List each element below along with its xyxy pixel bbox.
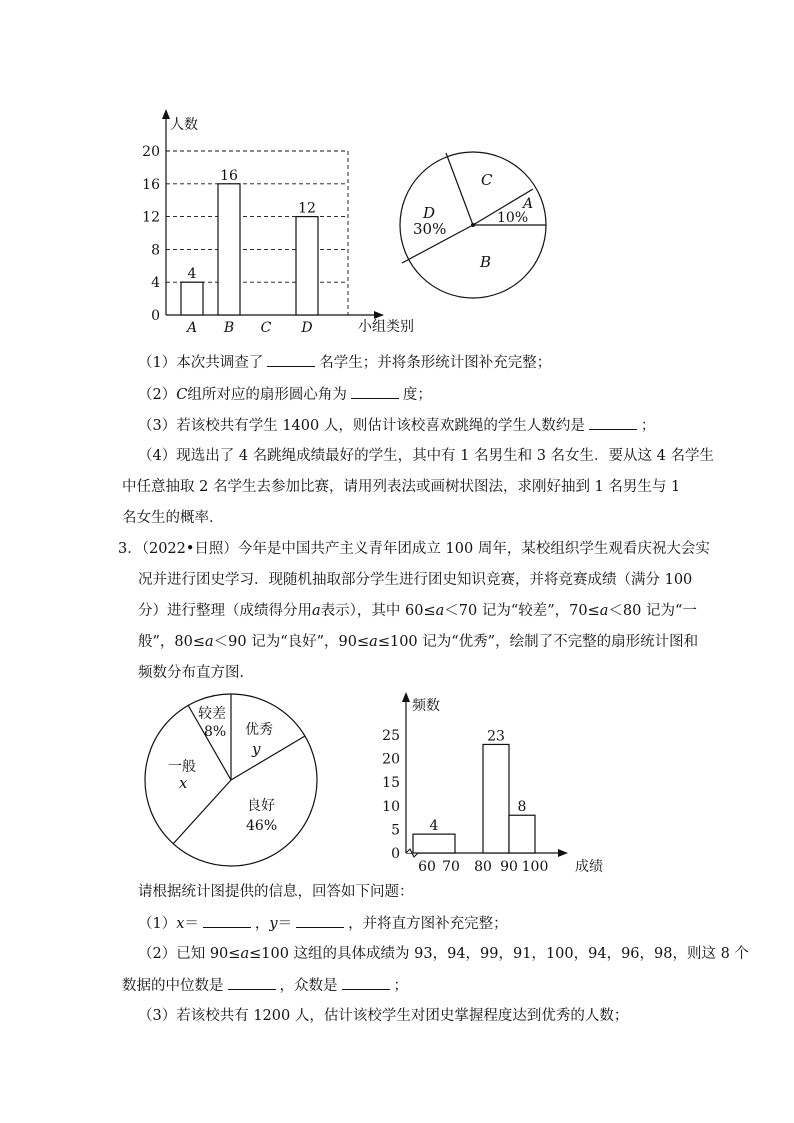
answer-blank-median[interactable] [228,975,276,990]
problem-3-line1: 3．（2022•日照）今年是中国共产主义青年团成立 100 周年，某校组织学生观看庆祝大会实 [118,541,710,557]
q1-1-tail: 名学生；并将条形统计图补充完整； [319,355,552,371]
pie1-label-d: D [423,204,436,222]
question-1-2 [138,384,432,405]
q3-1-var-y: y [269,916,278,932]
y-axis-label: 人数 [170,117,198,133]
question-1-4-line1: （4）现选出了 4 名跳绳成绩最好的学生，其中有 1 名男生和 3 名女生．要从这 4 名学生 [138,448,714,464]
q3-1-eq: ＝ [277,916,293,932]
hist-y-tick-label: 25 [382,728,400,744]
hist-x-axis-arrow [558,849,568,857]
p3-l4-a: 般”，80≤ [138,634,206,650]
bar-value-label: 16 [220,167,238,184]
answer-blank-y[interactable] [296,913,344,928]
pie-chart-2 [135,688,325,878]
q3-1-var-x: x [176,916,185,932]
q1-3-tail: ； [640,418,656,434]
x-tick-label: D [301,320,313,336]
hist-y-tick-label: 20 [382,751,400,768]
pie2-label-good: 良好 [247,798,275,814]
pie1-label-b: B [480,253,492,271]
hist-x-tick-label: 80 [474,859,492,875]
y-tick-label: 4 [151,275,160,292]
answer-blank-mode[interactable] [342,975,390,990]
question-1-4-line2: 中任意抽取 2 名学生去参加比赛，请用列表法或画树状图法，求刚好抽到 1 名男生与 1 [122,479,681,495]
p3-l3-d: ＜80 记为“一 [608,603,697,619]
hist-x-axis-label: 成绩 [575,859,603,875]
hist-bar-value: 4 [429,818,439,835]
answer-blank[interactable] [589,415,637,430]
p3-l3-b: 表示），其中 60≤ [320,603,436,619]
answer-blank[interactable] [351,384,399,399]
bar-value-label: 4 [187,266,197,283]
q3-2-l2b: ，众数是 [279,978,338,994]
problem-3-line5: 频数分布直方图． [138,665,254,681]
p3-l3-a: 分）进行整理（成绩得分用 [138,603,312,619]
question-3-1 [138,913,508,934]
histogram [380,690,620,880]
hist-x-tick-label: 100 [521,859,549,875]
hist-y-tick-label: 10 [382,798,400,815]
pie1-label-a: A [523,196,534,212]
question-3-2 [138,944,749,964]
y-tick-label: 12 [142,209,160,226]
p3-var-a: a [312,603,321,619]
q1-1-text: （1）本次共调查了 [138,355,264,371]
p3-l4-c: ≤100 记为“优秀”，绘制了不完整的扇形统计图和 [377,634,699,650]
q3-1-prefix: （1） [138,916,177,932]
q3-2-b: ≤100 这组的具体成绩为 93，94，99，91，100，94，96，98，则这 8 个 [249,946,749,962]
bar-B [218,184,240,315]
y-tick-label: 20 [142,144,160,160]
bar-A [181,282,203,315]
y-tick-label: 8 [151,242,160,259]
hist-x-tick-label: 60 [418,859,436,875]
question-1-4-line3: 名女生的概率． [122,510,224,526]
bar-value-label: 12 [298,200,316,217]
pie2-label-poor: 较差 [198,706,226,722]
pie2-label-excellent: 优秀 [245,722,273,738]
hist-bar [483,744,509,853]
pie2-pct-excellent: y [252,740,261,758]
hist-y-axis-arrow [402,692,410,702]
pie2-pct-good: 46% [246,818,278,834]
pie-chart-1 [395,148,555,308]
y-tick-label: 16 [142,176,160,193]
q1-2-prefix: （2） [138,387,177,403]
x-tick-label: C [260,320,272,336]
pie1-center [471,223,475,227]
q1-3-text: （3）若该校共有学生 1400 人，则估计该校喜欢跳绳的学生人数约是 [138,418,585,434]
q1-2-tail: 度； [402,387,432,403]
problem-3-line4 [138,632,698,652]
hist-bar [413,834,455,853]
q3-1-tail: ，并将直方图补充完整； [348,916,508,932]
pie1-label-c: C [481,171,493,189]
part3-intro: 请根据统计图提供的信息，回答如下问题： [138,884,414,900]
hist-bar [509,815,535,853]
answer-blank-x[interactable] [203,913,251,928]
x-axis-label: 小组类别 [358,319,414,335]
x-axis-arrow [374,311,384,319]
q3-1-eq: ＝ [184,916,199,932]
bar-chart-1 [140,105,430,340]
y-tick-label: 0 [151,308,160,324]
hist-bar-value: 8 [517,799,527,816]
p3-var-a: a [435,603,445,619]
question-1-1 [138,352,551,373]
hist-y-tick-label: 0 [391,846,400,862]
q3-2-l2c: ； [393,978,408,994]
answer-blank[interactable] [267,352,315,367]
x-tick-label: A [186,320,198,336]
p3-var-a: a [369,634,378,650]
q1-2-text: 组所对应的扇形圆心角为 [187,387,347,403]
q3-2-var: a [240,946,250,962]
question-1-3 [138,415,655,436]
hist-y-tick-label: 15 [382,775,400,792]
question-3-3: （3）若该校共有 1200 人，估计该校学生对团史掌握程度达到优秀的人数； [138,1008,629,1024]
p3-var-a: a [599,603,609,619]
question-3-2-line2 [122,975,408,996]
pie1-pct-d: 30% [413,220,447,238]
pie1-pct-a: 10% [497,210,529,226]
hist-bar-value: 23 [487,728,505,745]
x-tick-label: B [223,320,235,336]
p3-l3-c: ＜70 记为“较差”，70≤ [444,603,600,619]
q1-2-var: C [176,387,188,403]
pie2-pct-poor: 8% [204,724,227,740]
pie2-label-average: 一般 [168,759,196,775]
y-axis-arrow [162,109,170,119]
q3-2-a: （2）已知 90≤ [138,946,241,962]
p3-var-a: a [205,634,214,650]
bar-D [296,217,318,315]
p3-l4-b: ＜90 记为“良好”，90≤ [213,634,370,650]
pie2-pct-average: x [179,774,188,792]
problem-3-line2: 况并进行团史学习．现随机抽取部分学生进行团史知识竞赛，并将竞赛成绩（满分 100 [138,572,693,588]
hist-x-tick-label: 90 [500,859,518,875]
problem-3-line3 [138,601,697,621]
q3-1-sep: ， [254,916,270,932]
hist-y-axis-label: 频数 [412,698,440,714]
hist-x-tick-label: 70 [442,859,460,875]
q3-2-l2a: 数据的中位数是 [122,978,224,994]
hist-y-tick-label: 5 [391,822,400,839]
